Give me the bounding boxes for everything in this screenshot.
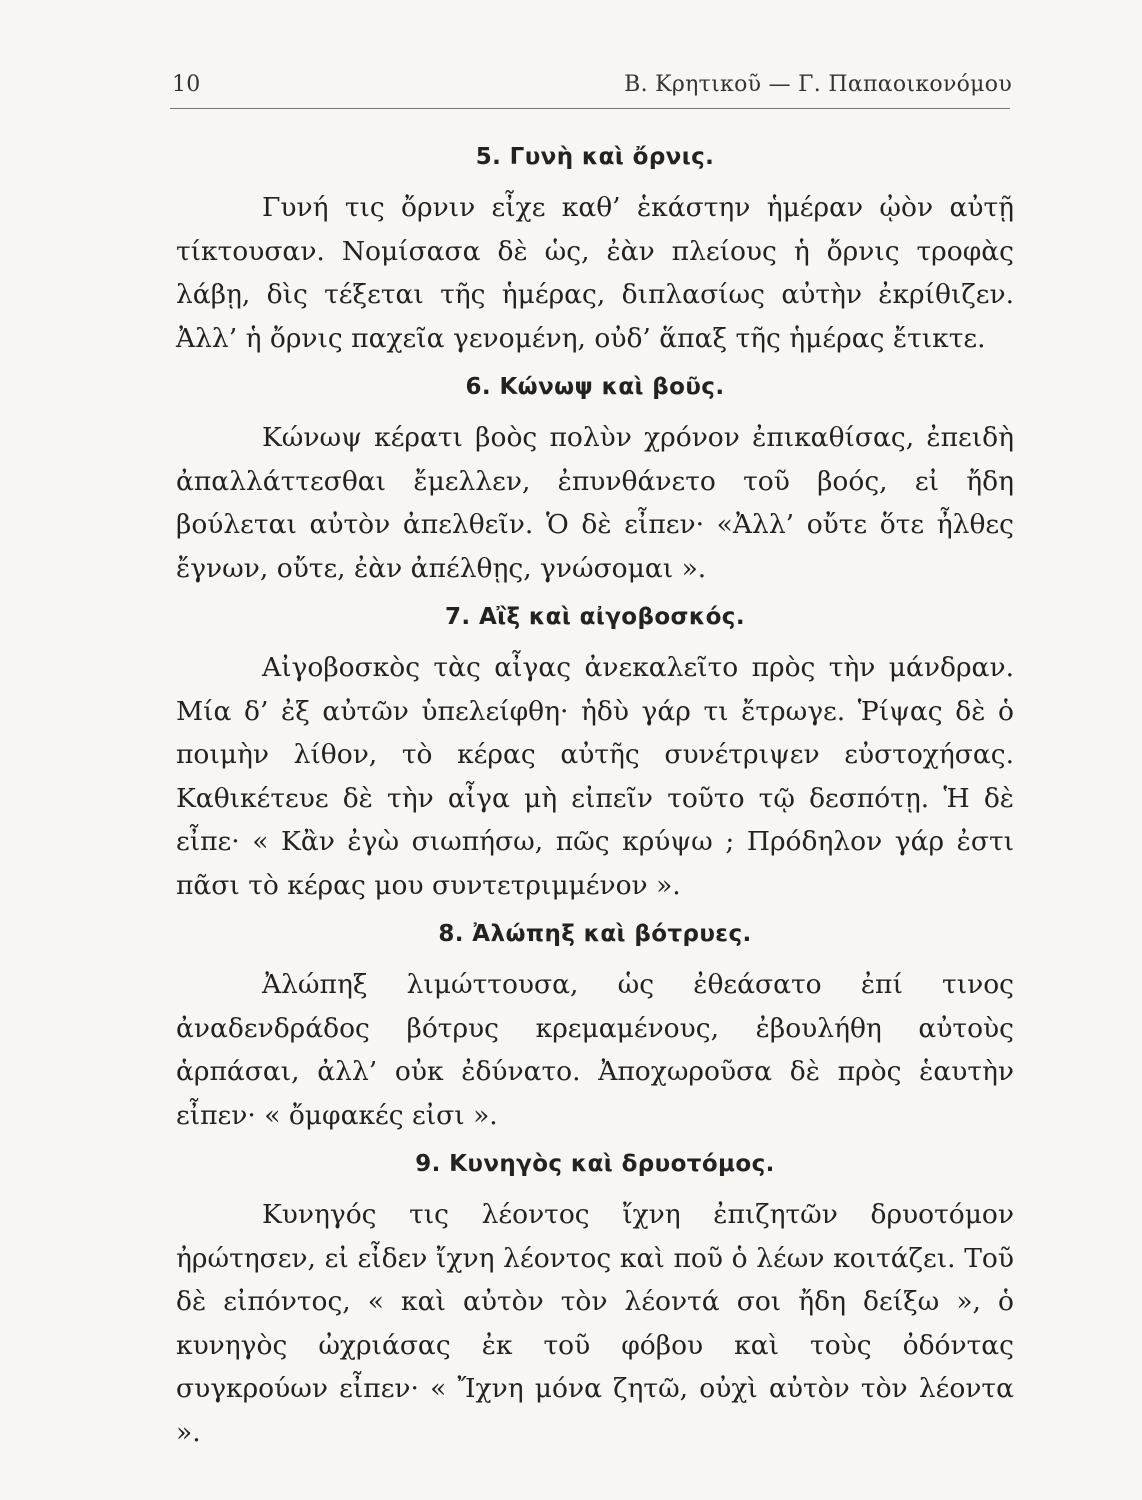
fable-title: 6. Κώνωψ καὶ βοῦς. [465, 374, 725, 400]
page-body [176, 138, 1014, 1466]
page-header [172, 72, 1012, 97]
header-rule [170, 108, 1010, 109]
fable-text: Κώνωψ κέρατι βοὸς πολὺν χρόνον ἐπικαθίσας, ἐπειδὴ ἀπαλλάττεσθαι ἔμελλεν, ἐπυνθάνετο τοῦ βοός, εἰ ἤδη βούλεται αὐτὸν ἀπελθεῖν. Ὁ δὲ εἶπεν· «Ἀλλ’ οὔτε ὅτε ἦλθες ἔγνων, οὔτε, ἐὰν ἀπέλθῃς, γνώσομαι ». [176, 422, 1014, 584]
fable-text: Ἀλώπηξ λιμώττουσα, ὡς ἐθεάσατο ἐπί τινος ἀναδενδράδος βότρυς κρεμαμένους, ἐβουλήθη αὐτοὺς ἁρπάσαι, ἀλλ’ οὐκ ἐδύνατο. Ἀποχωροῦσα δὲ πρὸς ἑαυτὴν εἶπεν· « ὄμφακές εἰσι ». [176, 969, 1014, 1131]
fable-text: Γυνή τις ὄρνιν εἶχε καθ’ ἑκάστην ἡμέραν ᾠὸν αὐτῇ τίκτουσαν. Νομίσασα δὲ ὡς, ἐὰν πλείους ἡ ὄρνις τροφὰς λάβῃ, δὶς τέξεται τῆς ἡμέρας, διπλασίως αὐτὴν ἐκρίθιζεν. Ἀλλ’ ἡ ὄρνις παχεῖα γενομένη, οὐδ’ ἅπαξ τῆς ἡμέρας ἔτικτε. [176, 192, 1014, 354]
fable-title: 8. Ἀλώπηξ καὶ βότρυες. [438, 921, 752, 947]
fable-title: 7. Αἲξ καὶ αἰγοβοσκός. [445, 604, 745, 630]
page-number: 10 [172, 72, 201, 97]
running-title: Β. Κρητικοῦ — Γ. Παπαοικονόμου [624, 72, 1012, 97]
fable-text: Κυνηγός τις λέοντος ἴχνη ἐπιζητῶν δρυοτόμον ἠρώτησεν, εἰ εἶδεν ἴχνη λέοντος καὶ ποῦ ὁ λέων κοιτάζει. Τοῦ δὲ εἰπόντος, « καὶ αὐτὸν τὸν λέοντά σοι ἤδη δείξω », ὁ κυνηγὸς ὠχριάσας ἐκ τοῦ φόβου καὶ τοὺς ὀδόντας συγκρούων εἶπεν· « Ἴχνη μόνα ζητῶ, οὐχὶ αὐτὸν τὸν λέοντα ». [176, 1199, 1014, 1448]
fable-title: 5. Γυνὴ καὶ ὄρνις. [475, 144, 715, 170]
fable-text: Αἰγοβοσκὸς τὰς αἶγας ἀνεκαλεῖτο πρὸς τὴν μάνδραν. Μία δ’ ἐξ αὐτῶν ὑπελείφθη· ἡδὺ γάρ τι ἔτρωγε. Ῥίψας δὲ ὁ ποιμὴν λίθον, τὸ κέρας αὐτῆς συνέτριψεν εὐστοχήσας. Καθικέτευε δὲ τὴν αἶγα μὴ εἰπεῖν τοῦτο τῷ δεσπότῃ. Ἡ δὲ εἶπε· « Κἂν ἐγὼ σιωπήσω, πῶς κρύψω ; Πρόδηλον γάρ ἐστι πᾶσι τὸ κέρας μου συντετριμμένον ». [176, 652, 1014, 901]
fable-title: 9. Κυνηγὸς καὶ δρυοτόμος. [415, 1151, 775, 1177]
